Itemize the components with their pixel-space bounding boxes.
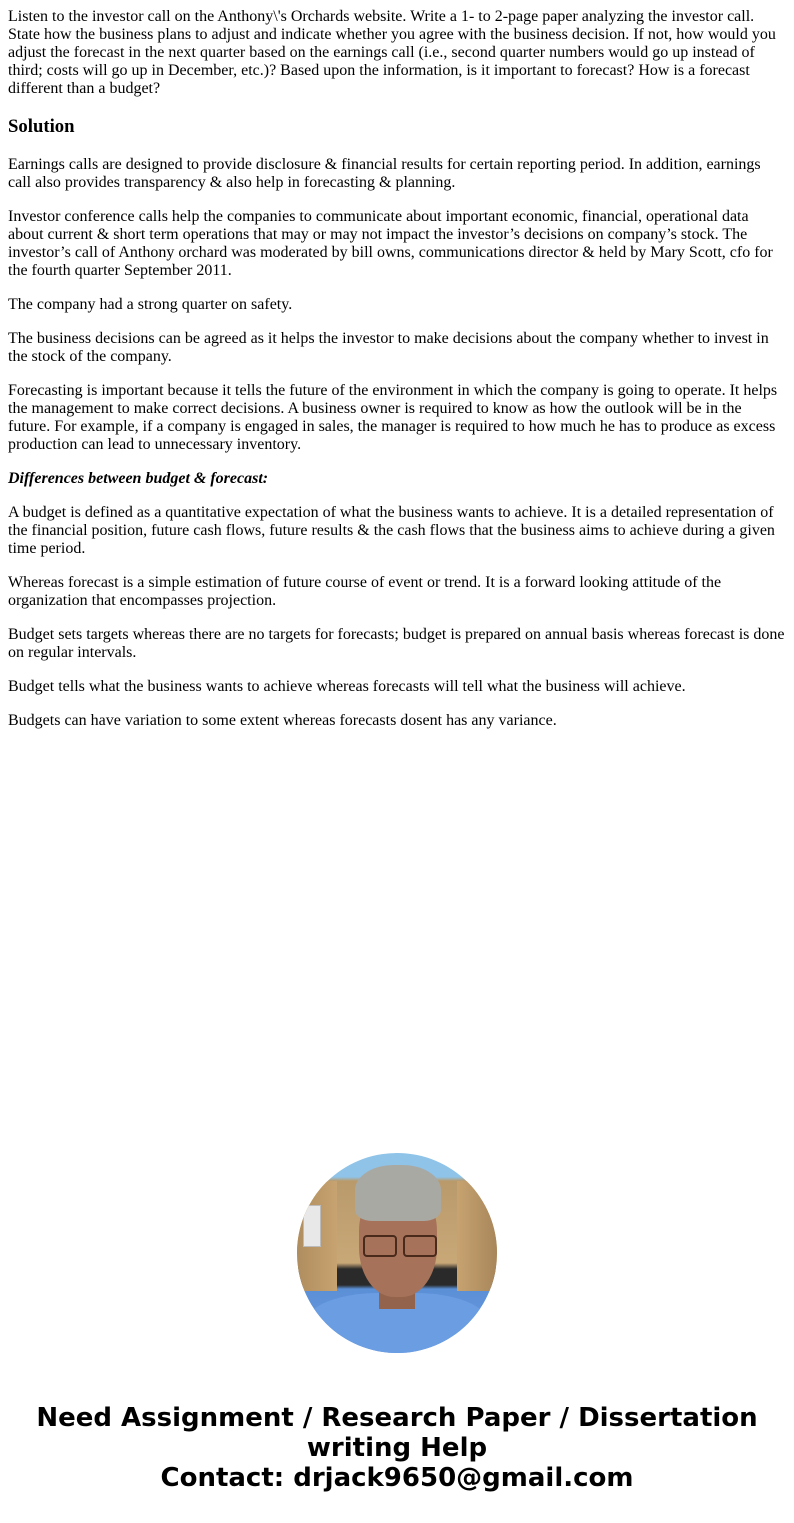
question-text: Listen to the investor call on the Anthony\'s Orchards website. Write a 1- to 2-page paper analyzing the investor call. State how the business plans to adjust and indicate whether you agree with the business decision. If not, how would you adjust the forecast in the next quarter based on the earnings call (i.e., second quarter numbers would go up instead of third; costs will go up in December, etc.)? Based upon the information, is it important to forecast? How is a forecast different than a budget?	[8, 8, 776, 97]
difference-paragraph: Budgets can have variation to some extent whereas forecasts dosent has any variance.	[8, 712, 557, 729]
difference-paragraph: Whereas forecast is a simple estimation of future course of event or trend. It is a forward looking attitude of the organization that encompasses projection.	[8, 574, 722, 609]
differences-subheading: Differences between budget & forecast:	[8, 470, 269, 487]
solution-paragraph: Investor conference calls help the companies to communicate about important economic, financial, operational data about current & short term operations that may or may not impact the investor’s decisions on company’s stock. The investor’s call of Anthony orchard was moderated by bill owns, communications director & held by Mary Scott, cfo for the fourth quarter September 2011.	[8, 208, 773, 279]
difference-paragraph: Budget sets targets whereas there are no targets for forecasts; budget is prepared on annual basis whereas forecast is done on regular intervals.	[8, 626, 785, 661]
solution-heading: Solution	[8, 116, 75, 137]
solution-paragraph: The company had a strong quarter on safety.	[8, 296, 293, 313]
promo-text	[0, 1403, 794, 1493]
solution-paragraph: The business decisions can be agreed as it helps the investor to make decisions about the company whether to invest in the stock of the company.	[8, 330, 769, 365]
solution-paragraph: Earnings calls are designed to provide disclosure & financial results for certain reporting period. In addition, earnings call also provides transparency & also help in forecasting & planning.	[8, 156, 761, 191]
hair	[355, 1165, 441, 1221]
solution-paragraph: Forecasting is important because it tells the future of the environment in which the company is going to operate. It helps the management to make correct decisions. A business owner is required to know as how the outlook will be in the future. For example, if a company is engaged in sales, the manager is required to how much he has to produce as excess production can lead to unnecessary inventory.	[8, 382, 778, 453]
difference-paragraph: Budget tells what the business wants to achieve whereas forecasts will tell what the business will achieve.	[8, 678, 686, 695]
background-wall-right	[457, 1181, 497, 1291]
promo-line-1: Need Assignment / Research Paper / Dissertation writing Help	[36, 1403, 758, 1463]
glasses-icon	[363, 1235, 437, 1255]
promo-contact: Contact: drjack9650@gmail.com	[160, 1463, 634, 1493]
promo-section	[0, 1153, 794, 1493]
wall-switch	[303, 1205, 321, 1247]
avatar	[297, 1153, 497, 1353]
document-body	[0, 0, 794, 730]
difference-paragraph: A budget is defined as a quantitative expectation of what the business wants to achieve. It is a detailed representation of the financial position, future cash flows, future results & the cash flows that the business aims to achieve during a given time period.	[8, 504, 775, 557]
